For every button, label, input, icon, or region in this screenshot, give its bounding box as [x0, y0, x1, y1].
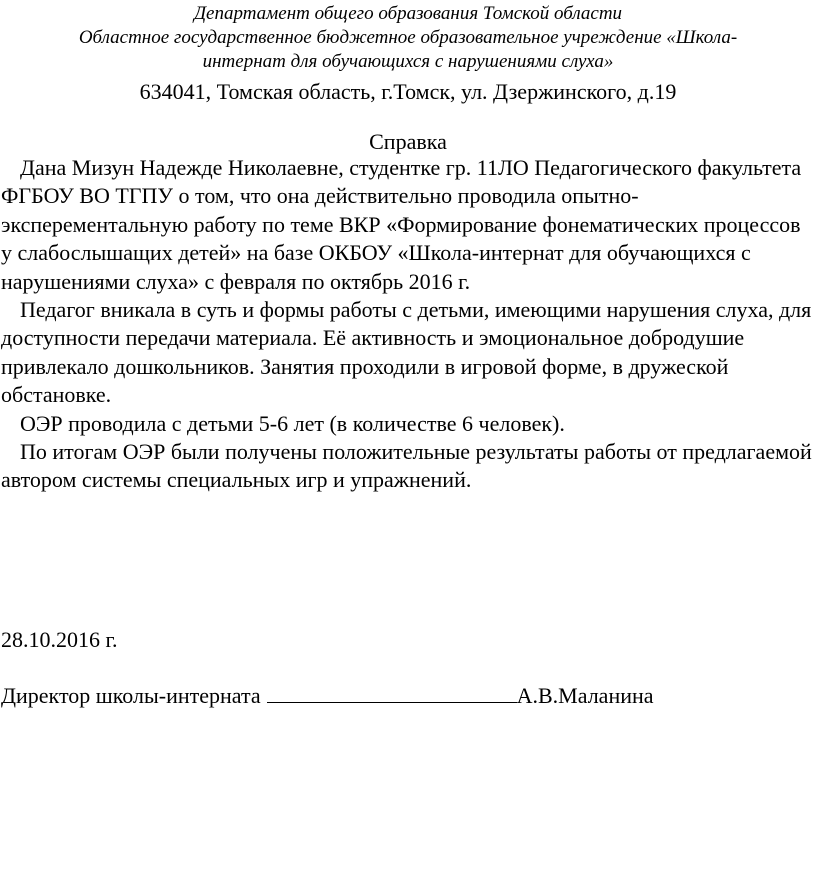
- institution-address: 634041, Томская область, г.Томск, ул. Дзержинского, д.19: [139, 79, 677, 104]
- paragraph-student-info: Дана Мизун Надежде Николаевне, студентке гр. 11ЛО Педагогического факультета ФГБОУ ВО ТГПУ о том, что она действительно проводила опытно-эксперементальную работу по теме ВКР «Формирование фонематических процессов у слабослышащих детей» на базе ОКБОУ «Школа-интернат для обучающихся с нарушениями слуха» с февраля по октябрь 2016 г.: [1, 155, 802, 294]
- institution-name-line-2: интернат для обучающихся с нарушениями слуха»: [202, 51, 614, 72]
- institution-name-line-1: Областное государственное бюджетное образовательное учреждение «Школа-: [78, 27, 738, 48]
- signatory-position: Директор школы-интерната: [1, 683, 261, 708]
- certificate-body: [1, 154, 813, 495]
- signature-line: [267, 682, 517, 703]
- paragraph-experiment-group: ОЭР проводила с детьми 5-6 лет (в количестве 6 человек).: [20, 410, 565, 436]
- letterhead: [0, 2, 816, 106]
- signatory-name: А.В.Маланина: [516, 683, 654, 708]
- issue-date: 28.10.2016 г.: [1, 627, 118, 652]
- document-title: Справка: [369, 129, 447, 154]
- department-name: Департамент общего образования Томской области: [193, 3, 623, 24]
- paragraph-results: По итогам ОЭР были получены положительные результаты работы от предлагаемой автором системы специальных игр и упражнений.: [1, 439, 812, 493]
- paragraph-teacher-assessment: Педагог вникала в суть и формы работы с детьми, имеющими нарушения слуха, для доступности передачи материала. Её активность и эмоциональное добродушие привлекало дошкольников. Занятия проходили в игровой форме, в дружеской обстановке.: [1, 297, 812, 408]
- signature-block: [1, 682, 654, 710]
